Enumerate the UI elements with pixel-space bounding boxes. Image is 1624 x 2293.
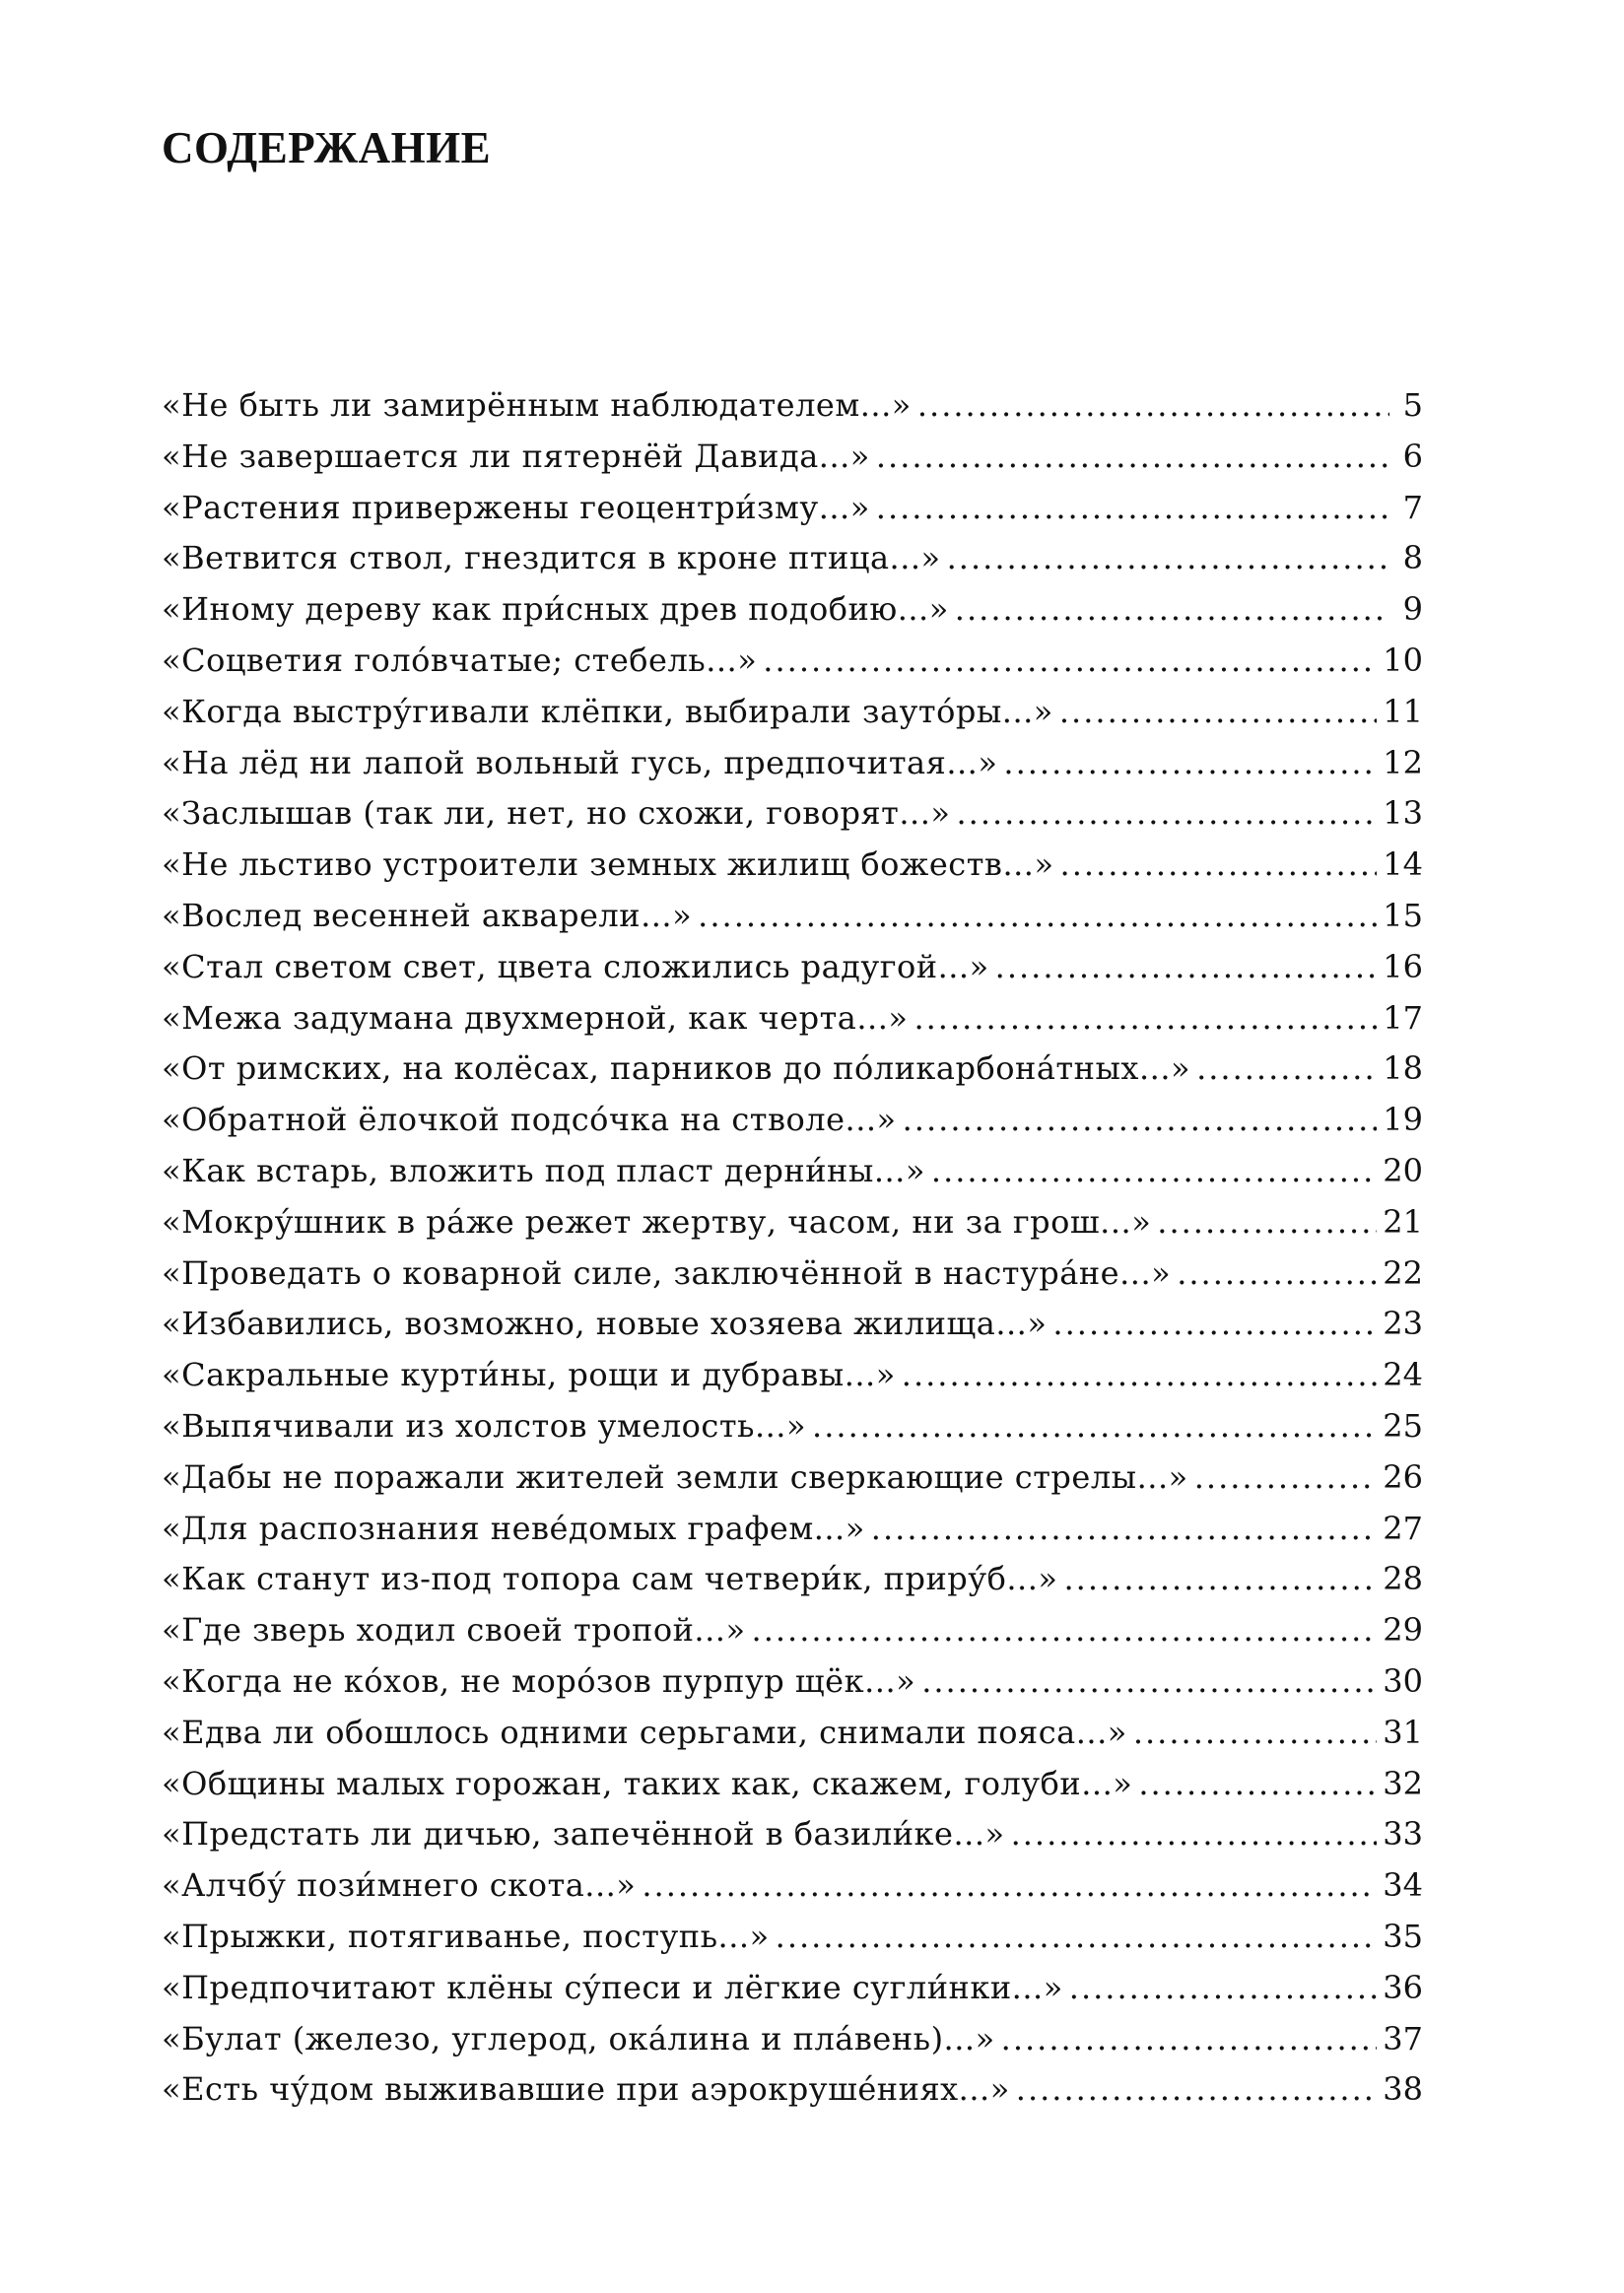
dot-leader bbox=[1069, 1963, 1378, 2014]
toc-entry-title: «От римских, на колёсах, парников до по́ликарбона́тных...» bbox=[162, 1049, 1191, 1088]
toc-entry-title: «Где зверь ходил своей тропой...» bbox=[162, 1611, 746, 1650]
toc-entry bbox=[162, 1912, 1423, 1963]
toc-entry-page-number: 20 bbox=[1383, 1151, 1423, 1189]
toc-entry-page-number: 8 bbox=[1402, 539, 1423, 577]
dot-leader bbox=[1011, 1809, 1378, 1860]
toc-entry-page-number: 23 bbox=[1383, 1305, 1423, 1343]
dot-leader bbox=[931, 1146, 1377, 1197]
toc-entry-page-number: 19 bbox=[1383, 1101, 1423, 1139]
toc-entry-title: «Ветвится ствол, гнездится в кроне птица...» bbox=[162, 539, 941, 577]
dot-leader bbox=[1194, 1452, 1378, 1504]
toc-entry-page-number: 12 bbox=[1383, 743, 1423, 781]
toc-entry-page-number: 25 bbox=[1383, 1406, 1423, 1445]
dot-leader bbox=[642, 1860, 1377, 1912]
dot-leader bbox=[1157, 1197, 1377, 1248]
toc-entry-page-number: 31 bbox=[1383, 1713, 1423, 1751]
page-title: СОДЕРЖАНИЕ bbox=[162, 123, 492, 172]
dot-leader bbox=[752, 1605, 1378, 1656]
toc-entry bbox=[162, 1350, 1423, 1401]
toc-entry-title: «На лёд ни лапой вольный гусь, предпочитая...» bbox=[162, 743, 998, 781]
toc-entry bbox=[162, 1197, 1423, 1248]
toc-entry bbox=[162, 1708, 1423, 1759]
toc-entry bbox=[162, 1299, 1423, 1350]
dot-leader bbox=[1001, 2014, 1378, 2065]
toc-entry-page-number: 33 bbox=[1383, 1815, 1423, 1854]
toc-entry-page-number: 21 bbox=[1383, 1202, 1423, 1241]
toc-entry-title: «Вослед весенней акварели...» bbox=[162, 896, 693, 934]
toc-entry bbox=[162, 432, 1423, 483]
toc-entry-page-number: 37 bbox=[1383, 2019, 1423, 2057]
dot-leader bbox=[1196, 1044, 1377, 1095]
toc-entry bbox=[162, 738, 1423, 789]
toc-entry-title: «Избавились, возможно, новые хозяева жилища...» bbox=[162, 1305, 1048, 1343]
toc-entry-page-number: 6 bbox=[1402, 437, 1423, 475]
toc-entry bbox=[162, 2014, 1423, 2065]
toc-entry bbox=[162, 1452, 1423, 1504]
table-of-contents bbox=[162, 380, 1423, 2116]
dot-leader bbox=[1052, 1299, 1377, 1350]
toc-entry-title: «Заслышав (так ли, нет, но схожи, говорят...» bbox=[162, 794, 951, 833]
toc-entry-title: «Не завершается ли пятернёй Давида...» bbox=[162, 437, 870, 475]
toc-entry bbox=[162, 636, 1423, 687]
toc-entry bbox=[162, 584, 1423, 636]
dot-leader bbox=[903, 1095, 1378, 1146]
dot-leader bbox=[947, 533, 1389, 584]
dot-leader bbox=[917, 380, 1389, 432]
toc-entry bbox=[162, 1146, 1423, 1197]
toc-entry-title: «Соцветия голо́вчатые; стебель...» bbox=[162, 641, 758, 679]
toc-entry bbox=[162, 1554, 1423, 1605]
toc-entry bbox=[162, 891, 1423, 942]
dot-leader bbox=[1003, 738, 1377, 789]
toc-entry bbox=[162, 1401, 1423, 1452]
toc-entry-title: «Алчбу́ пози́мнего скота...» bbox=[162, 1866, 637, 1905]
toc-entry-title: «Межа задумана двухмерной, как черта...» bbox=[162, 998, 909, 1037]
toc-entry-page-number: 5 bbox=[1402, 386, 1423, 424]
toc-entry bbox=[162, 1044, 1423, 1095]
toc-entry-title: «Дабы не поражали жителей земли сверкающие стрелы...» bbox=[162, 1457, 1188, 1496]
toc-entry-title: «Не льстиво устроители земных жилищ божеств...» bbox=[162, 845, 1054, 884]
toc-entry-page-number: 30 bbox=[1383, 1661, 1423, 1700]
toc-entry-page-number: 10 bbox=[1383, 641, 1423, 679]
toc-entry bbox=[162, 2064, 1423, 2116]
toc-entry-title: «Когда выстру́гивали клёпки, выбирали зауто́ры...» bbox=[162, 692, 1053, 730]
toc-entry-page-number: 26 bbox=[1383, 1457, 1423, 1496]
toc-entry-title: «Общины малых горожан, таких как, скажем, голуби...» bbox=[162, 1764, 1133, 1802]
toc-entry-title: «Прыжки, потягиванье, поступь...» bbox=[162, 1917, 770, 1955]
toc-entry bbox=[162, 1504, 1423, 1555]
toc-entry bbox=[162, 1605, 1423, 1656]
dot-leader bbox=[876, 432, 1389, 483]
toc-entry-page-number: 22 bbox=[1383, 1253, 1423, 1292]
dot-leader bbox=[776, 1912, 1378, 1963]
dot-leader bbox=[812, 1401, 1377, 1452]
toc-entry-page-number: 28 bbox=[1383, 1560, 1423, 1598]
toc-entry-title: «Растения привержены геоцентри́зму...» bbox=[162, 488, 870, 526]
dot-leader bbox=[956, 788, 1377, 840]
toc-entry bbox=[162, 993, 1423, 1045]
toc-entry-page-number: 35 bbox=[1383, 1917, 1423, 1955]
toc-entry-title: «Предстать ли дичью, запечённой в базили́ке...» bbox=[162, 1815, 1005, 1854]
toc-entry-title: «Иному дереву как при́сных древ подобию...» bbox=[162, 590, 949, 629]
toc-entry-title: «Когда не ко́хов, не моро́зов пурпур щёк...» bbox=[162, 1661, 916, 1700]
dot-leader bbox=[902, 1350, 1378, 1401]
toc-entry-title: «Булат (железо, углерод, ока́лина и пла́вень)...» bbox=[162, 2019, 995, 2057]
dot-leader bbox=[914, 993, 1377, 1045]
toc-entry bbox=[162, 1860, 1423, 1912]
dot-leader bbox=[763, 636, 1377, 687]
dot-leader bbox=[1060, 840, 1378, 891]
toc-entry-page-number: 16 bbox=[1383, 947, 1423, 985]
toc-entry-title: «Обратной ёлочкой подсо́чка на стволе...» bbox=[162, 1101, 897, 1139]
toc-entry-page-number: 9 bbox=[1402, 590, 1423, 629]
dot-leader bbox=[1063, 1554, 1377, 1605]
toc-entry-title: «Сакральные курти́ны, рощи и дубравы...» bbox=[162, 1356, 896, 1394]
toc-entry bbox=[162, 687, 1423, 738]
dot-leader bbox=[1016, 2064, 1378, 2116]
toc-entry bbox=[162, 380, 1423, 432]
toc-entry-page-number: 7 bbox=[1402, 488, 1423, 526]
toc-entry-page-number: 11 bbox=[1383, 692, 1423, 730]
toc-entry bbox=[162, 533, 1423, 584]
dot-leader bbox=[1177, 1248, 1377, 1300]
toc-entry-title: «Предпочитают клёны су́песи и лёгкие сугли́нки...» bbox=[162, 1968, 1063, 2006]
toc-entry-page-number: 18 bbox=[1383, 1049, 1423, 1088]
toc-entry-page-number: 24 bbox=[1383, 1356, 1423, 1394]
toc-entry bbox=[162, 1248, 1423, 1300]
toc-entry-title: «Едва ли обошлось одними серьгами, снимали пояса...» bbox=[162, 1713, 1127, 1751]
toc-entry-title: «Как станут из-под топора сам четвери́к, приру́б...» bbox=[162, 1560, 1058, 1598]
toc-entry bbox=[162, 840, 1423, 891]
toc-entry-page-number: 36 bbox=[1383, 1968, 1423, 2006]
dot-leader bbox=[921, 1656, 1377, 1708]
toc-entry-title: «Есть чу́дом выживавшие при аэрокруше́ниях...» bbox=[162, 2070, 1010, 2109]
toc-entry bbox=[162, 1963, 1423, 2014]
dot-leader bbox=[955, 584, 1389, 636]
toc-entry-page-number: 38 bbox=[1383, 2070, 1423, 2109]
toc-entry-title: «Не быть ли замирённым наблюдателем...» bbox=[162, 386, 912, 424]
toc-entry-page-number: 34 bbox=[1383, 1866, 1423, 1905]
dot-leader bbox=[995, 942, 1378, 993]
dot-leader bbox=[1138, 1759, 1377, 1810]
dot-leader bbox=[1059, 687, 1377, 738]
toc-entry-title: «Мокру́шник в ра́же режет жертву, часом, ни за грош...» bbox=[162, 1202, 1152, 1241]
toc-entry-page-number: 27 bbox=[1383, 1509, 1423, 1547]
toc-entry-title: «Как встарь, вложить под пласт дерни́ны...» bbox=[162, 1151, 925, 1189]
toc-entry-title: «Стал светом свет, цвета сложились радугой...» bbox=[162, 947, 989, 985]
toc-entry-page-number: 32 bbox=[1383, 1764, 1423, 1802]
dot-leader bbox=[876, 483, 1389, 534]
toc-entry-page-number: 29 bbox=[1383, 1611, 1423, 1650]
dot-leader bbox=[698, 891, 1377, 942]
toc-entry bbox=[162, 788, 1423, 840]
toc-entry-title: «Для распознания неве́домых графем...» bbox=[162, 1509, 865, 1547]
toc-entry-page-number: 17 bbox=[1383, 998, 1423, 1037]
toc-entry bbox=[162, 1759, 1423, 1810]
toc-entry bbox=[162, 1095, 1423, 1146]
toc-entry-title: «Проведать о коварной силе, заключённой в настура́не...» bbox=[162, 1253, 1172, 1292]
toc-entry bbox=[162, 483, 1423, 534]
toc-entry-page-number: 14 bbox=[1383, 845, 1423, 884]
toc-entry-title: «Выпячивали из холстов умелость...» bbox=[162, 1406, 807, 1445]
dot-leader bbox=[871, 1504, 1377, 1555]
dot-leader bbox=[1133, 1708, 1377, 1759]
toc-entry-page-number: 13 bbox=[1383, 794, 1423, 833]
toc-entry bbox=[162, 1809, 1423, 1860]
toc-entry bbox=[162, 1656, 1423, 1708]
toc-entry bbox=[162, 942, 1423, 993]
toc-entry-page-number: 15 bbox=[1383, 896, 1423, 934]
